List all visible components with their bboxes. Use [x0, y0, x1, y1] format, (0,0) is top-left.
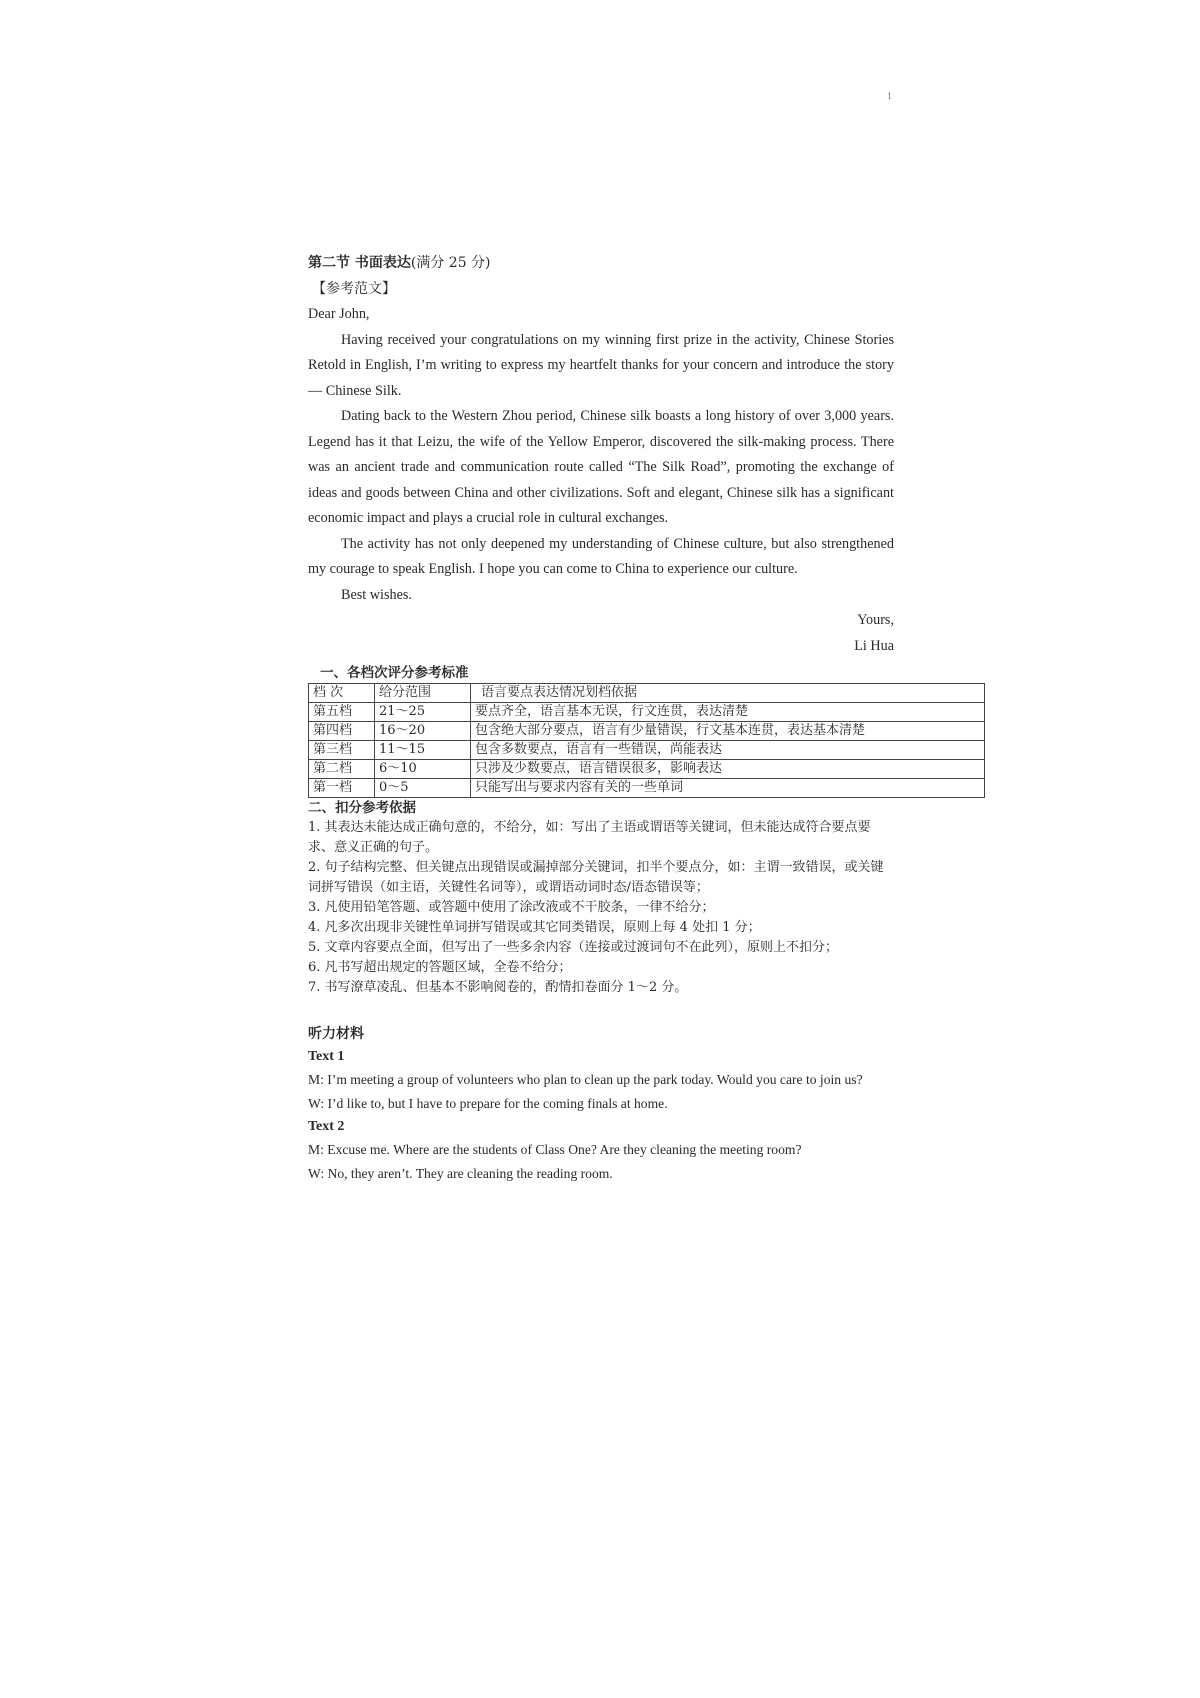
range-cell: 6～10 [375, 760, 471, 779]
table-row [309, 779, 985, 798]
deductions-list [308, 818, 894, 998]
section-title [308, 250, 894, 276]
section-title-text: 第二节 书面表达 [308, 255, 411, 271]
text-label: Text 2 [308, 1119, 345, 1134]
grade-cell: 第一档 [309, 779, 375, 798]
range-cell: 0～5 [375, 779, 471, 798]
dialogue [308, 1068, 894, 1116]
text-label: Text 1 [308, 1049, 345, 1064]
dialogue-line: M: Excuse me. Where are the students of Class One? Are they cleaning the meeting room? [308, 1142, 802, 1157]
letter-salutation: Dear John, [308, 306, 370, 322]
dialogue-line: W: No, they aren’t. They are cleaning the reading room. [308, 1166, 613, 1181]
criteria-cell: 只涉及少数要点，语言错误很多，影响表达 [471, 760, 985, 779]
criteria-cell: 包含多数要点，语言有一些错误，尚能表达 [471, 741, 985, 760]
range-cell: 21～25 [375, 703, 471, 722]
grade-cell: 第五档 [309, 703, 375, 722]
list-item: 1. 其表达未能达成正确句意的，不给分，如：写出了主语或谓语等关键词，但未能达成符合要点要求、意义正确的句子。 [308, 820, 871, 855]
grade-cell: 第三档 [309, 741, 375, 760]
deductions-title: 二、扣分参考依据 [308, 800, 416, 816]
letter-paragraph: The activity has not only deepened my understanding of Chinese culture, but also strengthened my courage to speak English. I hope you can come to China to experience our culture. [308, 535, 894, 577]
sample-letter [308, 302, 894, 659]
table-header-row [309, 684, 985, 703]
listening-title: 听力材料 [308, 1026, 364, 1042]
list-item: 6. 凡书写超出规定的答题区域，全卷不给分； [308, 960, 572, 975]
header-cell: 语言要点表达情况划档依据 [471, 684, 985, 703]
table-row [309, 703, 985, 722]
letter-closing: Best wishes. [341, 586, 412, 603]
dialogue-line: M: I’m meeting a group of volunteers who plan to clean up the park today. Would you care to join us? [308, 1072, 863, 1087]
dialogue-line: W: I’d like to, but I have to prepare for the coming finals at home. [308, 1096, 668, 1111]
letter-signature: Li Hua [854, 637, 894, 654]
grade-cell: 第二档 [309, 760, 375, 779]
document-content [308, 250, 894, 1186]
list-item: 2. 句子结构完整、但关键点出现错误或漏掉部分关键词，扣半个要点分，如：主谓一致错误，或关键词拼写错误（如主语，关键性名词等），或谓语动词时态/语态错误等； [308, 860, 884, 895]
range-cell: 16～20 [375, 722, 471, 741]
page-mark: 1 [887, 92, 893, 101]
criteria-cell: 包含绝大部分要点，语言有少量错误，行文基本连贯，表达基本清楚 [471, 722, 985, 741]
grade-cell: 第四档 [309, 722, 375, 741]
list-item: 5. 文章内容要点全面，但写出了一些多余内容（连接或过渡词句不在此列），原则上不扣分； [308, 940, 839, 955]
range-cell: 11～15 [375, 741, 471, 760]
header-cell: 给分范围 [375, 684, 471, 703]
criteria-cell: 要点齐全，语言基本无误，行文连贯，表达清楚 [471, 703, 985, 722]
list-item: 4. 凡多次出现非关键性单词拼写错误或其它同类错误，原则上每 4 处扣 1 分； [308, 920, 761, 935]
table-row [309, 741, 985, 760]
rubric-table [308, 683, 985, 798]
letter-paragraph: Having received your congratulations on my winning first prize in the activity, Chinese Stories Retold in English, I’m writing to express my heartfelt thanks for your concern and introduce the story — Chinese Silk. [308, 331, 894, 399]
header-cell: 档 次 [309, 684, 375, 703]
letter-sign-off: Yours, [857, 612, 894, 628]
criteria-cell: 只能写出与要求内容有关的一些单词 [471, 779, 985, 798]
list-item: 3. 凡使用铅笔答题、或答题中使用了涂改液或不干胶条，一律不给分； [308, 900, 715, 915]
list-item: 7. 书写潦草凌乱、但基本不影响阅卷的，酌情扣卷面分 1～2 分。 [308, 980, 688, 995]
letter-paragraph: Dating back to the Western Zhou period, Chinese silk boasts a long history of over 3,000 years. Legend has it that Leizu, the wife of the Yellow Emperor, discovered the silk-making process. There was an ancient trade and communication route called “The Silk Road”, promoting the exchange of ideas and goods between China and other civilizations. Soft and elegant, Chinese silk has a significant economic impact and plays a crucial role in cultural exchanges. [308, 408, 894, 526]
rubric-title: 一、各档次评分参考标准 [320, 665, 469, 681]
sample-essay-label: 【参考范文】 [312, 281, 396, 297]
table-row [309, 722, 985, 741]
section-score: (满分 25 分) [410, 255, 491, 271]
dialogue [308, 1138, 894, 1186]
table-row [309, 760, 985, 779]
